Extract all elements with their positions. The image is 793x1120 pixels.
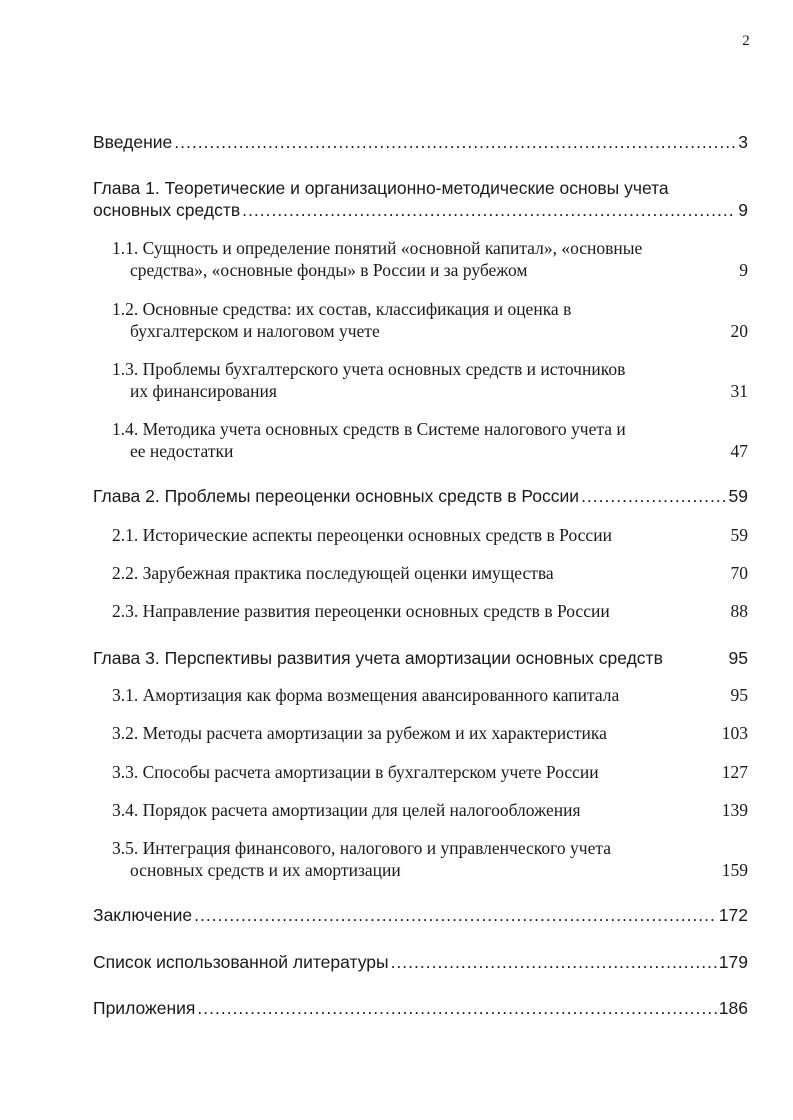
toc-entry-page: 127 — [721, 762, 748, 782]
toc-entry-lit[interactable] — [93, 951, 748, 973]
dot-leader — [581, 485, 726, 507]
dot-leader — [197, 997, 716, 1019]
toc-entry-page: 47 — [730, 441, 748, 461]
toc-entry-s13[interactable] — [112, 358, 748, 402]
toc-entry-s32[interactable] — [112, 722, 748, 744]
toc-entry-title-line: Глава 3. Перспективы развития учета амортизации основных средств — [93, 648, 663, 668]
toc-entry-page: 103 — [721, 723, 748, 743]
toc-entry-page: 95 — [728, 648, 748, 668]
dot-leader — [174, 131, 736, 153]
dot-leader — [242, 199, 736, 221]
toc-entry-page: 172 — [718, 905, 748, 925]
toc-entry-page: 20 — [730, 321, 748, 341]
toc-entry-page: 186 — [718, 998, 748, 1018]
toc-entry-title-line: 2.2. Зарубежная практика последующей оценки имущества — [112, 563, 554, 583]
toc-entry-page: 9 — [738, 200, 748, 220]
toc-entry-title-line: Глава 2. Проблемы переоценки основных средств в России — [93, 486, 580, 506]
toc-entry-s11[interactable] — [112, 237, 748, 281]
toc-entry-title-line: 1.3. Проблемы бухгалтерского учета основных средств и источников — [112, 359, 626, 379]
toc-entry-page: 159 — [721, 860, 748, 880]
toc-entry-title-line: 2.1. Исторические аспекты переоценки основных средств в России — [112, 525, 612, 545]
toc-entry-s31[interactable] — [112, 684, 748, 706]
toc-entry-title-line: Глава 1. Теоретические и организационно-методические основы учета — [93, 178, 669, 198]
page-number: 2 — [742, 33, 750, 49]
toc-entry-page: 3 — [738, 132, 748, 152]
toc-entry-title-line: основных средств и их амортизации — [130, 860, 401, 880]
toc-entry-title-line: 1.2. Основные средства: их состав, классификация и оценка в — [112, 299, 572, 319]
toc-entry-title-line: Список использованной литературы — [93, 952, 389, 972]
toc-entry-title-line: Приложения — [93, 998, 196, 1018]
toc-entry-page: 179 — [718, 952, 748, 972]
toc-entry-s12[interactable] — [112, 298, 748, 342]
toc-entry-page: 70 — [730, 563, 748, 583]
toc-entry-page: 59 — [730, 525, 748, 545]
toc-entry-app[interactable] — [93, 997, 748, 1019]
toc-entry-concl[interactable] — [93, 904, 748, 926]
toc-entry-title-line: Введение — [93, 132, 173, 152]
toc-entry-page: 9 — [739, 260, 748, 280]
toc-entry-title-line: 1.1. Сущность и определение понятий «основной капитал», «основные — [112, 238, 643, 258]
dot-leader — [391, 951, 717, 973]
toc-entry-title-line: ее недостатки — [130, 441, 234, 461]
toc-entry-s35[interactable] — [112, 837, 748, 881]
toc-entry-title-line: 2.3. Направление развития переоценки основных средств в России — [112, 601, 610, 621]
toc-entry-ch2[interactable] — [93, 485, 748, 507]
toc-entry-page: 139 — [721, 800, 748, 820]
toc-entry-page: 88 — [730, 601, 748, 621]
toc-entry-title-line: 3.5. Интеграция финансового, налогового и управленческого учета — [112, 838, 611, 858]
toc-entry-title-line: их финансирования — [130, 381, 277, 401]
toc-entry-ch3[interactable] — [93, 647, 748, 669]
toc-entry-title-line: 3.2. Методы расчета амортизации за рубежом и их характеристика — [112, 723, 607, 743]
toc-entry-ch1[interactable] — [93, 177, 748, 221]
toc-entry-s14[interactable] — [112, 418, 748, 462]
toc-entry-s23[interactable] — [112, 600, 748, 622]
toc-entry-s21[interactable] — [112, 524, 748, 546]
toc-entry-title-line: 1.4. Методика учета основных средств в Системе налогового учета и — [112, 419, 626, 439]
dot-leader — [194, 904, 717, 926]
toc-entry-title-line: 3.4. Порядок расчета амортизации для целей налогообложения — [112, 800, 581, 820]
toc-entry-s34[interactable] — [112, 799, 748, 821]
toc-entry-page: 59 — [728, 486, 748, 506]
toc-entry-title-line: бухгалтерском и налоговом учете — [130, 321, 380, 341]
toc-entry-intro[interactable] — [93, 131, 748, 153]
toc-entry-title-line: 3.3. Способы расчета амортизации в бухгалтерском учете России — [112, 762, 599, 782]
toc-entry-s22[interactable] — [112, 562, 748, 584]
toc-entry-title-line: средства», «основные фонды» в России и за рубежом — [130, 260, 528, 280]
toc-entry-page: 95 — [730, 685, 748, 705]
toc-entry-title-line: Заключение — [93, 905, 193, 925]
toc-entry-title-line: основных средств — [93, 200, 241, 220]
toc-entry-page: 31 — [730, 381, 748, 401]
toc-entry-title-line: 3.1. Амортизация как форма возмещения авансированного капитала — [112, 685, 620, 705]
toc-entry-s33[interactable] — [112, 761, 748, 783]
